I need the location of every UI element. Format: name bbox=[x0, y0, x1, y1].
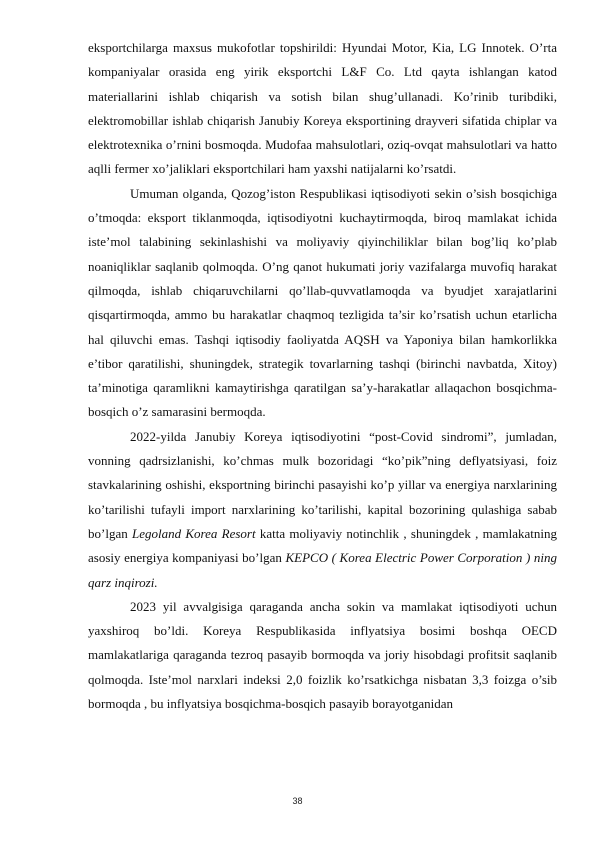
legoland-reference: Legoland Korea Resort bbox=[131, 525, 256, 541]
paragraph-2022-economy bbox=[88, 425, 557, 595]
paragraph-2022-text-middle: katta moliyaviy notinchlik , shuningdek , mamlakatning asosiy energiya kompaniyasi bo’lgan bbox=[88, 525, 557, 566]
paragraph-export-awards: eksportchilarga maxsus mukofotlar topshirildi: Hyundai Motor, Kia, LG Innotek. O’rta kompaniyalar orasida eng yirik eksportchi L&F Co. Ltd qayta ishlangan katod materiallarini ishlab chiqarish va sotish bilan shug’ullanadi. Ko’rinib turibdiki, elektromobillar ishlab chiqarish Janubiy Koreya eksportining drayveri sifatida chiplar va elektrotexnika o’rnini bosmoqda. Mudofaa mahsulotlari, oziq-ovqat mahsulotlari va hatto aqlli fermer xo’jaliklari eksportchilari ham yaxshi natijalarni ko’rsatdi. bbox=[88, 40, 557, 177]
document-page bbox=[88, 36, 557, 716]
paragraph-2022-text-before: 2022-yilda Janubiy Koreya iqtisodiyotini “post-Covid sindromi”, jumladan, vonning qadrsizlanishi, ko’chmas mulk bozoridagi “ko’pik”ning deflyatsiyasi, foiz stavkalarining oshishi, eksportning birinchi pasayishi ko’p yillar va energiya narxlarining ko’tarilishi tufayli import narxlarining ko’tarilishi, kapital bozorining qulashiga sabab bo’lgan bbox=[88, 428, 557, 541]
paragraph-economy-overview: Umuman olganda, Qozog’iston Respublikasi iqtisodiyoti sekin o’sish bosqichiga o’tmoqda: eksport tiklanmoqda, iqtisodiyotni kuchaytirmoqda, biroq mamlakat ichida iste’mol talabining sekinlashishi va moliyaviy qiyinchiliklar bilan bog’liq ko’plab noaniqliklar saqlanib qolmoqda. O’ng qanot hukumati joriy vazifalarga muvofiq harakat qilmoqda, ishlab chiqaruvchilarni qo’llab-quvvatlamoqda va byudjet xarajatlarini qisqartirmoqda, ammo bu harakatlar chaqmoq tezligida ta’sir ko’rsatish uchun etarlicha hal qiluvchi emas. Tashqi iqtisodiy faoliyatda AQSH va Yaponiya bilan hamkorlikka e’tibor qaratilishi, shuningdek, strategik tovarlarning tashqi (birinchi navbatda, Xitoy) ta’minotiga qaramlikni kamaytirishga qaratilgan sa’y-harakatlar allaqachon bosqichma-bosqich o’z samarasini bermoqda. bbox=[88, 185, 557, 420]
page-number: 38 bbox=[292, 796, 303, 806]
paragraph-2023-economy: 2023 yil avvalgisiga qaraganda ancha sokin va mamlakat iqtisodiyoti uchun yaxshiroq bo’ldi. Koreya Respublikasida inflyatsiya bosimi boshqa OECD mamlakatlariga qaraganda tezroq pasayib bormoqda va joriy hisobdagi profitsit saqlanib qolmoqda. Iste’mol narxlari indeksi 2,0 foizlik ko’rsatkichga nisbatan 3,3 foizga o’sib bormoqda , bu inflyatsiya bosqichma-bosqich pasayib borayotganidan bbox=[88, 598, 557, 712]
kepco-reference: KEPCO ( Korea Electric Power Corporation ) ning qarz inqirozi. bbox=[88, 550, 557, 590]
